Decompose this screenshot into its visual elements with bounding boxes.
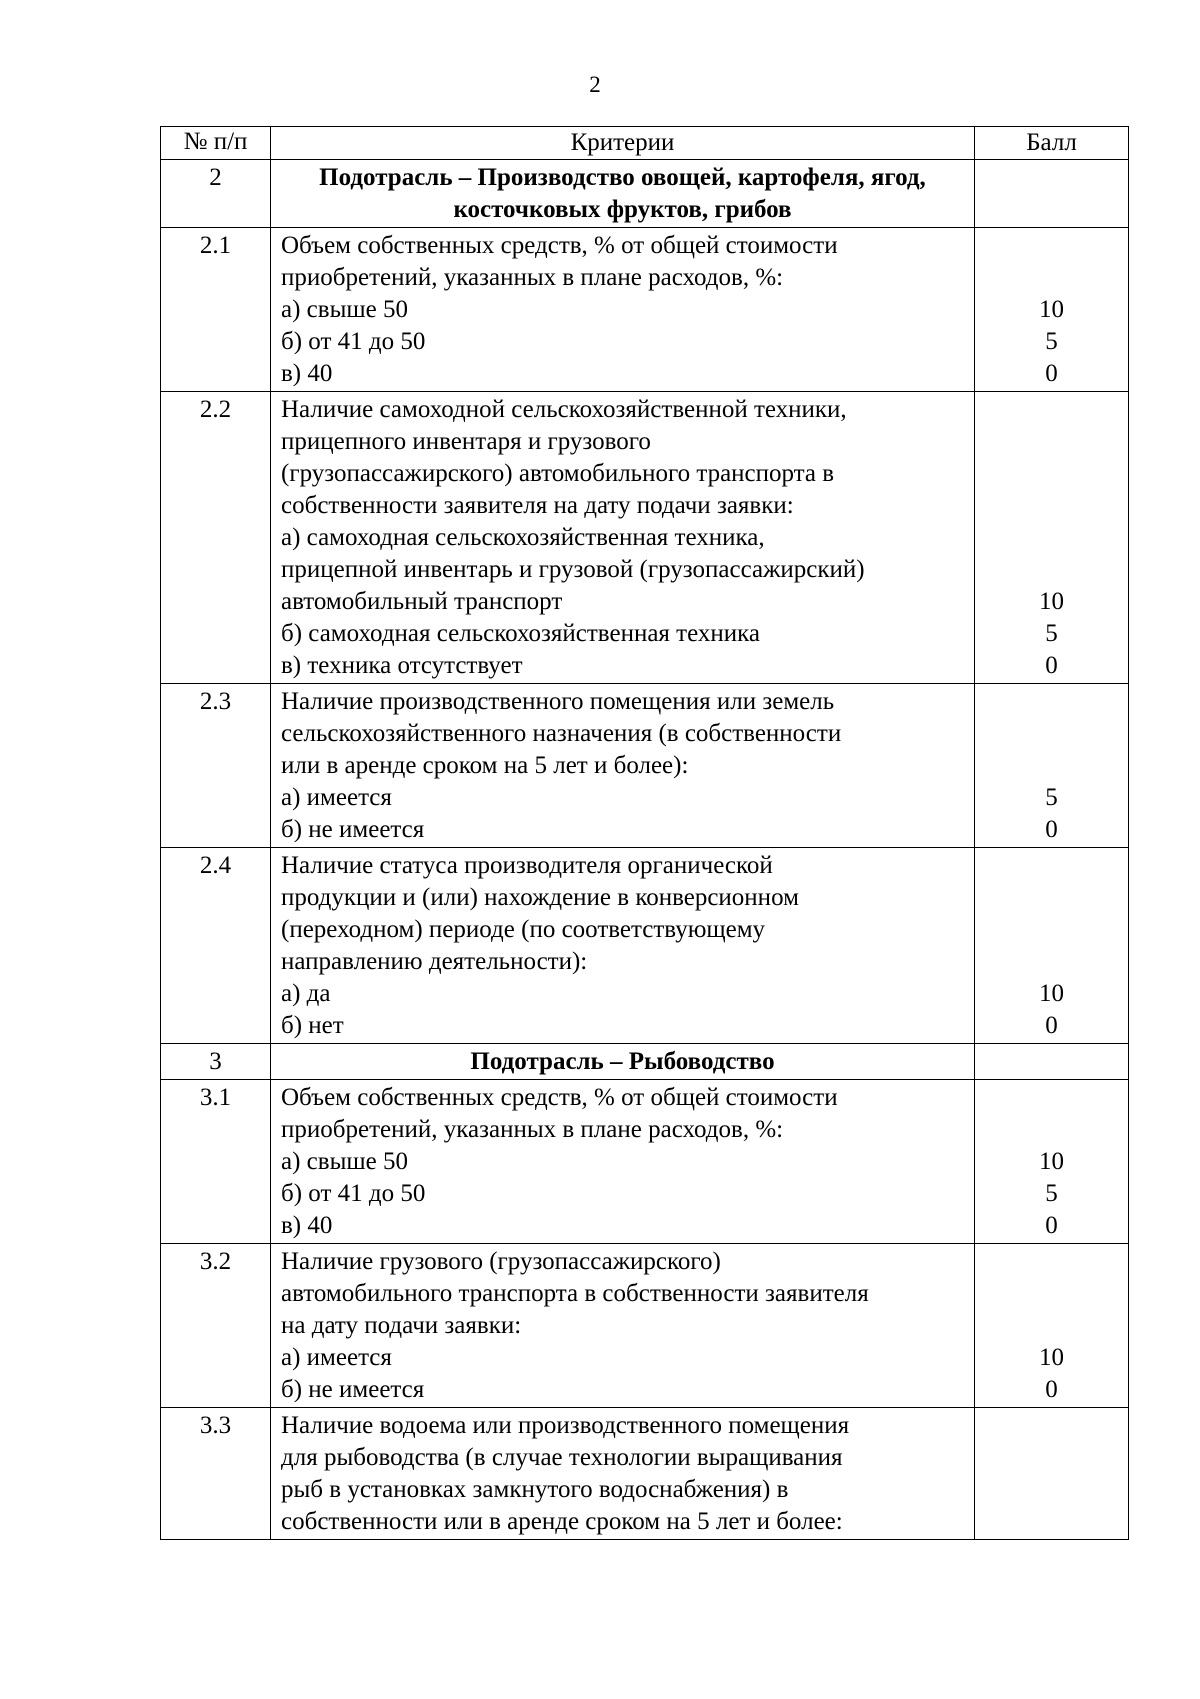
criteria-table-body [161, 127, 1129, 1540]
criteria-line: Объем собственных средств, % от общей стоимости [281, 1084, 838, 1111]
criteria-line: б) самоходная сельскохозяйственная техника [281, 620, 760, 647]
criteria-line: б) нет [281, 1012, 344, 1039]
criteria-line: Объем собственных средств, % от общей стоимости [281, 232, 838, 259]
criteria-text [271, 228, 975, 392]
criteria-row [161, 228, 1129, 392]
criteria-text [271, 1244, 975, 1408]
criteria-line: на дату подачи заявки: [281, 1312, 522, 1339]
criteria-line: в) 40 [281, 1212, 333, 1239]
score-values [975, 1342, 1128, 1406]
criteria-row [161, 392, 1129, 684]
score-cell [975, 392, 1129, 684]
criteria-text [271, 684, 975, 848]
score-values [975, 978, 1128, 1042]
criteria-line: б) не имеется [281, 1376, 425, 1403]
score-cell [975, 1408, 1129, 1540]
row-number: 3.1 [161, 1080, 271, 1244]
criteria-line: Наличие статуса производителя органической [281, 852, 773, 879]
criteria-line: для рыбоводства (в случае технологии выращивания [281, 1444, 843, 1471]
criteria-line: б) от 41 до 50 [281, 1180, 426, 1207]
section-title [271, 1044, 975, 1080]
score-cell [975, 1080, 1129, 1244]
criteria-table [160, 126, 1129, 1540]
section-title-text: Подотрасль – Производство овощей, картофеля, ягод, косточковых фруктов, грибов [319, 164, 926, 223]
criteria-line: б) от 41 до 50 [281, 328, 426, 355]
score-values [975, 1146, 1128, 1242]
score-value: 10 [1039, 588, 1064, 615]
row-number: 2.4 [161, 848, 271, 1044]
criteria-line: Наличие самоходной сельскохозяйственной техники, [281, 396, 847, 423]
section-row [161, 1044, 1129, 1080]
criteria-line: приобретений, указанных в плане расходов, %: [281, 264, 784, 291]
criteria-row [161, 1408, 1129, 1540]
criteria-row [161, 684, 1129, 848]
score-cell [975, 228, 1129, 392]
criteria-line: Наличие грузового (грузопассажирского) [281, 1248, 721, 1275]
header-num: № п/п [161, 127, 271, 160]
criteria-line: а) самоходная сельскохозяйственная техника, [281, 524, 765, 551]
score-value: 0 [1045, 1212, 1058, 1239]
row-number: 3.2 [161, 1244, 271, 1408]
criteria-text [271, 848, 975, 1044]
score-cell [975, 848, 1129, 1044]
criteria-line: прицепной инвентарь и грузовой (грузопассажирский) [281, 556, 865, 583]
row-number: 2.2 [161, 392, 271, 684]
criteria-line: а) свыше 50 [281, 296, 408, 323]
criteria-line: Наличие производственного помещения или земель [281, 688, 835, 715]
criteria-text [271, 1408, 975, 1540]
criteria-line: (переходном) периоде (по соответствующему [281, 916, 766, 943]
score-value: 0 [1045, 816, 1058, 843]
criteria-line: Наличие водоема или производственного помещения [281, 1412, 850, 1439]
score-value: 0 [1045, 1376, 1058, 1403]
score-cell [975, 1244, 1129, 1408]
criteria-line: в) техника отсутствует [281, 652, 523, 679]
criteria-line: а) да [281, 980, 331, 1007]
criteria-line: автомобильный транспорт [281, 588, 563, 615]
criteria-line: (грузопассажирского) автомобильного транспорта в [281, 460, 835, 487]
header-score: Балл [975, 127, 1129, 160]
criteria-line: а) имеется [281, 784, 392, 811]
criteria-line: продукции и (или) нахождение в конверсионном [281, 884, 799, 911]
criteria-line: автомобильного транспорта в собственности заявителя [281, 1280, 869, 1307]
score-value: 0 [1045, 360, 1058, 387]
score-values [975, 586, 1128, 682]
criteria-line: сельскохозяйственного назначения (в собственности [281, 720, 842, 747]
criteria-line: а) свыше 50 [281, 1148, 408, 1175]
score-cell [975, 684, 1129, 848]
row-number: 2.3 [161, 684, 271, 848]
score-cell [975, 160, 1129, 228]
score-value: 10 [1039, 980, 1064, 1007]
section-title-text: Подотрасль – Рыбоводство [470, 1048, 775, 1075]
criteria-line: прицепного инвентаря и грузового [281, 428, 651, 455]
criteria-line: рыб в установках замкнутого водоснабжения) в [281, 1476, 789, 1503]
criteria-line: собственности или в аренде сроком на 5 лет и более: [281, 1508, 843, 1535]
criteria-line: направлению деятельности): [281, 948, 588, 975]
criteria-line: в) 40 [281, 360, 333, 387]
criteria-line: собственности заявителя на дату подачи заявки: [281, 492, 794, 519]
score-value: 0 [1045, 1012, 1058, 1039]
criteria-text [271, 1080, 975, 1244]
table-header-row [161, 127, 1129, 160]
section-title [271, 160, 975, 228]
score-cell [975, 1044, 1129, 1080]
section-row [161, 160, 1129, 228]
score-value: 5 [1045, 1180, 1058, 1207]
row-number: 2.1 [161, 228, 271, 392]
score-values [975, 294, 1128, 390]
score-value: 5 [1045, 620, 1058, 647]
criteria-text [271, 392, 975, 684]
score-value: 10 [1039, 1148, 1064, 1175]
criteria-line: б) не имеется [281, 816, 425, 843]
criteria-row [161, 1244, 1129, 1408]
header-criteria: Критерии [271, 127, 975, 160]
row-number: 3 [161, 1044, 271, 1080]
page-number: 2 [589, 72, 601, 97]
criteria-row [161, 848, 1129, 1044]
criteria-line: или в аренде сроком на 5 лет и более): [281, 752, 689, 779]
score-value: 0 [1045, 652, 1058, 679]
score-value: 5 [1045, 328, 1058, 355]
criteria-line: а) имеется [281, 1344, 392, 1371]
score-values [975, 782, 1128, 846]
criteria-row [161, 1080, 1129, 1244]
score-value: 5 [1045, 784, 1058, 811]
row-number: 3.3 [161, 1408, 271, 1540]
criteria-line: приобретений, указанных в плане расходов, %: [281, 1116, 784, 1143]
row-number: 2 [161, 160, 271, 228]
score-value: 10 [1039, 1344, 1064, 1371]
score-value: 10 [1039, 296, 1064, 323]
